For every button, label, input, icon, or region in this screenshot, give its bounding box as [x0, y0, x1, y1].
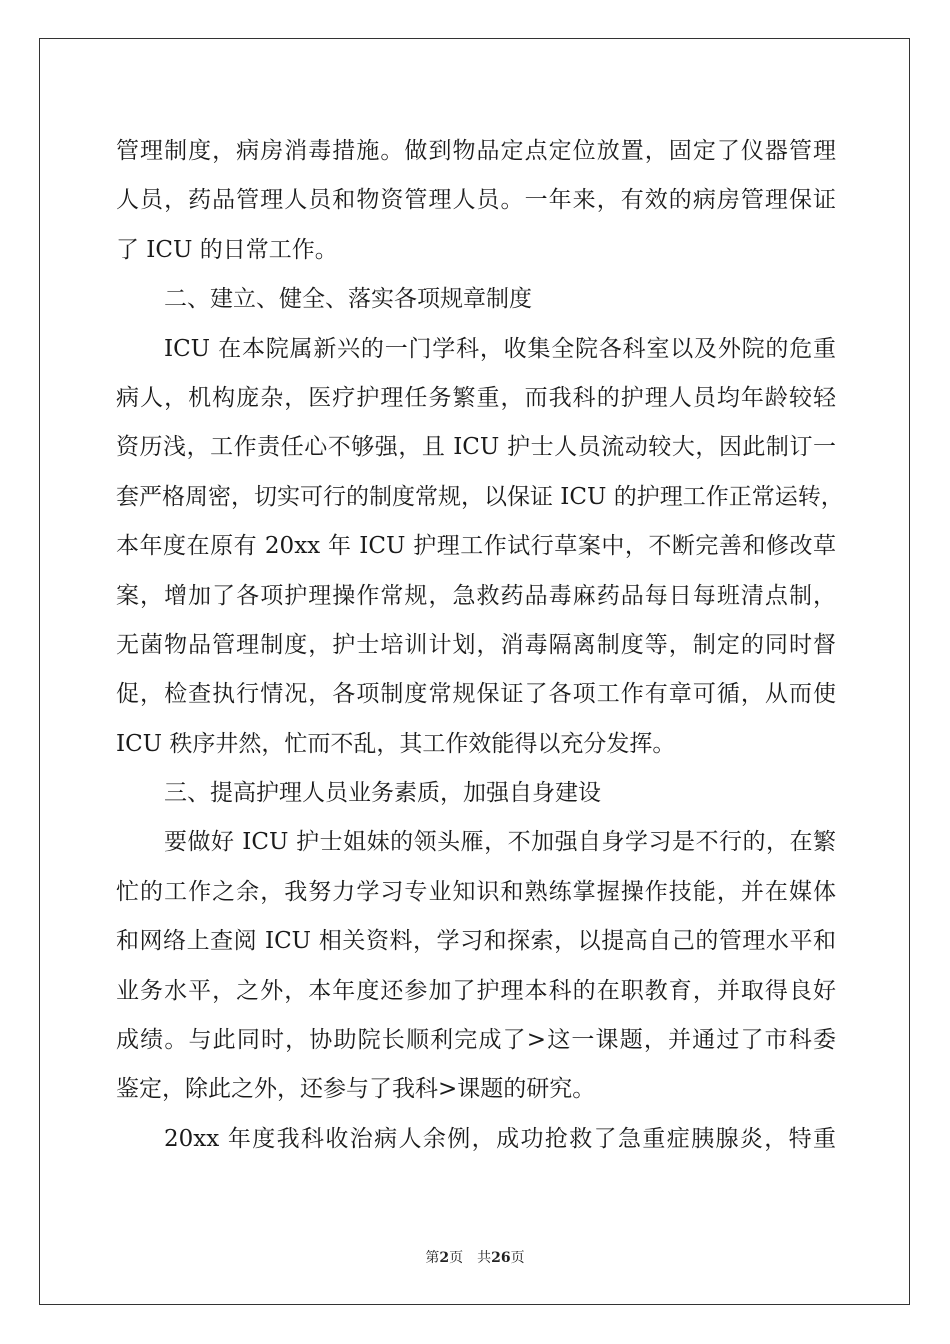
- page-footer: [0, 1247, 950, 1267]
- text-line: 资历浅，工作责任心不够强，且 ICU 护士人员流动较大，因此制订一: [116, 434, 836, 461]
- total-pages: 26: [491, 1250, 511, 1266]
- text-line: ICU 秩序井然，忙而不乱，其工作效能得以充分发挥。: [116, 730, 676, 757]
- paragraph-first-line: ICU 在本院属新兴的一门学科，收集全院各科室以及外院的危重: [164, 335, 836, 362]
- text-line: 了 ICU 的日常工作。: [116, 236, 338, 263]
- total-prefix: 共: [477, 1250, 492, 1266]
- text-line: 和网络上查阅 ICU 相关资料，学习和探索，以提高自己的管理水平和: [116, 928, 836, 955]
- text-line: 套严格周密，切实可行的制度常规，以保证 ICU 的护理工作正常运转，: [116, 483, 844, 510]
- document-body: [116, 127, 844, 1164]
- text-line: 管理制度，病房消毒措施。做到物品定点定位放置，固定了仪器管理: [116, 138, 836, 164]
- text-line: 本年度在原有 20xx 年 ICU 护理工作试行草案中，不断完善和修改草: [116, 533, 836, 560]
- text-line: 人员，药品管理人员和物资管理人员。一年来，有效的病房管理保证: [116, 187, 836, 214]
- text-line: 忙的工作之余，我努力学习专业知识和熟练掌握操作技能，并在媒体: [116, 878, 836, 905]
- paragraph-first-line: 要做好 ICU 护士姐妹的领头雁，不加强自身学习是不行的，在繁: [164, 829, 836, 856]
- text-line: 病人，机构庞杂，医疗护理任务繁重，而我科的护理人员均年龄较轻: [116, 384, 836, 411]
- text-line: 案，增加了各项护理操作常规，急救药品毒麻药品每日每班清点制，: [116, 582, 836, 609]
- total-suffix: 页: [510, 1250, 525, 1266]
- section-heading: 二、建立、健全、落实各项规章制度: [164, 286, 532, 313]
- text-line: 促，检查执行情况，各项制度常规保证了各项工作有章可循，从而使: [116, 681, 836, 708]
- page-prefix: 第: [425, 1250, 440, 1266]
- section-heading: 三、提高护理人员业务素质，加强自身建设: [164, 780, 601, 807]
- text-line: 鉴定，除此之外，还参与了我科>课题的研究。: [116, 1076, 596, 1103]
- page-suffix: 页: [449, 1250, 464, 1266]
- text-line: 成绩。与此同时，协助院长顺利完成了>这一课题，并通过了市科委: [116, 1027, 836, 1054]
- paragraph-first-line: 20xx 年度我科收治病人余例，成功抢救了急重症胰腺炎，特重: [164, 1125, 836, 1152]
- text-line: 无菌物品管理制度，护士培训计划，消毒隔离制度等，制定的同时督: [116, 631, 836, 658]
- page-number: 2: [439, 1250, 450, 1266]
- text-line: 业务水平，之外，本年度还参加了护理本科的在职教育，并取得良好: [116, 977, 836, 1004]
